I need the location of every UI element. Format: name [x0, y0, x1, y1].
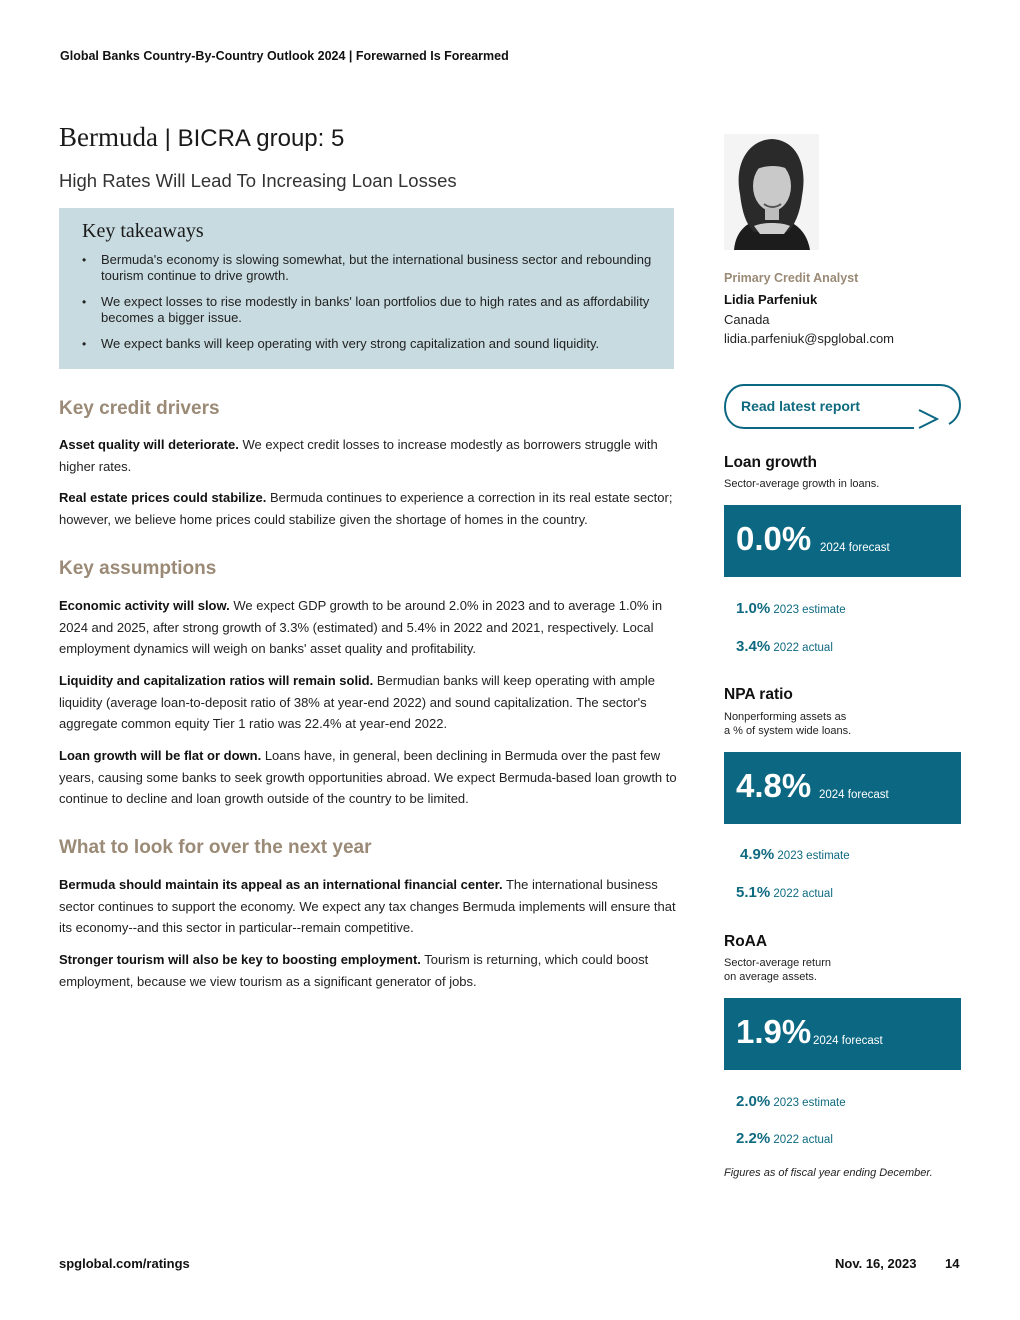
forecast-label: 2024 forecast [820, 542, 890, 554]
figures-footnote: Figures as of fiscal year ending December. [724, 1167, 933, 1179]
next-year-paragraph [59, 949, 679, 992]
paragraph-text: Tourism is returning, which could boost employment, because we view tourism as a significant generator of jobs. [59, 952, 649, 989]
analyst-role: Primary Credit Analyst [724, 271, 859, 285]
estimate-label: 2023 estimate [777, 850, 850, 862]
analyst-email-link[interactable]: lidia.parfeniuk@spglobal.com [724, 331, 895, 346]
estimate-value: 2.0% [736, 1093, 771, 1110]
loan-growth-actual [736, 638, 833, 655]
forecast-value: 4.8% [736, 767, 812, 804]
estimate-label: 2023 estimate [773, 1097, 846, 1109]
description-line: on average assets. [724, 970, 817, 983]
paragraph-lead: Real estate prices could stabilize. [59, 490, 267, 505]
key-takeaways-heading: Key takeaways [82, 220, 204, 242]
npa-ratio-forecast-box [724, 752, 961, 824]
paragraph-text: Loans have, in general, been declining in Bermuda over the past few years, causing some banks to seek growth opportunities abroad. We expect Bermuda-based loan growth to continue to decline and loan growth outside of the country to be limited. [59, 748, 677, 806]
estimate-label: 2023 estimate [773, 604, 846, 616]
analyst-photo [724, 134, 819, 250]
paragraph-lead: Loan growth will be flat or down. [59, 748, 262, 763]
forecast-label: 2024 forecast [813, 1035, 883, 1047]
footer-site-link[interactable]: spglobal.com/ratings [59, 1256, 190, 1271]
analyst-name: Lidia Parfeniuk [724, 292, 818, 307]
footer-date: Nov. 16, 2023 [835, 1256, 917, 1271]
npa-ratio-description [724, 711, 851, 738]
roaa-actual [736, 1130, 833, 1147]
title-separator: | [157, 125, 178, 152]
page-subtitle: High Rates Will Lead To Increasing Loan Losses [59, 170, 457, 191]
credit-driver-paragraph [59, 434, 679, 477]
read-latest-report-button[interactable] [724, 384, 962, 430]
npa-ratio-estimate [740, 846, 850, 863]
estimate-value: 4.9% [740, 846, 775, 863]
forecast-value: 0.0% [736, 520, 812, 557]
takeaway-item: • We expect banks will keep operating with very strong capitalization and sound liquidity. [82, 336, 654, 352]
paragraph-text: We expect credit losses to increase modestly as borrowers struggle with higher rates. [59, 437, 658, 474]
page-title [59, 122, 344, 153]
forecast-label: 2024 forecast [819, 789, 889, 801]
description-line: Sector-average return [724, 957, 831, 969]
key-takeaways-box [59, 208, 674, 369]
credit-drivers-heading: Key credit drivers [59, 398, 220, 419]
assumptions-heading: Key assumptions [59, 558, 217, 579]
forecast-value: 1.9% [736, 1013, 812, 1050]
loan-growth-description: Sector-average growth in loans. [724, 478, 880, 490]
loan-growth-forecast-box [724, 505, 961, 577]
actual-label: 2022 actual [773, 888, 833, 900]
report-button-label: Read latest report [741, 398, 861, 414]
analyst-country: Canada [724, 312, 770, 327]
key-takeaways-list [82, 252, 654, 352]
page-number: 14 [945, 1256, 960, 1271]
paragraph-lead: Stronger tourism will also be key to boosting employment. [59, 952, 421, 967]
takeaway-item: • We expect losses to rise modestly in banks' loan portfolios due to high rates and as affordability becomes a bigger issue. [82, 294, 654, 326]
roaa-forecast-box [724, 998, 961, 1070]
assumption-paragraph [59, 745, 679, 810]
next-year-paragraph [59, 874, 679, 939]
paragraph-lead: Asset quality will deteriorate. [59, 437, 239, 452]
paragraph-text: We expect GDP growth to be around 2.0% in 2023 and to average 1.0% in 2024 and 2025, after strong growth of 3.3% (estimated) and 5.4% in 2022 and 2021, respectively. Local employment dynamics will weigh on banks' asset quality and profitability. [59, 598, 663, 656]
paragraph-text: The international business sector continues to support the economy. We expect any tax changes Bermuda implements will ensure that its economy--and this sector in particular--remain competitive. [59, 877, 676, 935]
loan-growth-estimate [736, 600, 846, 617]
estimate-value: 1.0% [736, 600, 771, 617]
title-country: Bermuda [59, 122, 158, 152]
actual-label: 2022 actual [773, 642, 833, 654]
paragraph-lead: Economic activity will slow. [59, 598, 230, 613]
actual-value: 2.2% [736, 1130, 771, 1147]
actual-label: 2022 actual [773, 1134, 833, 1146]
roaa-estimate [736, 1093, 846, 1110]
roaa-title: RoAA [724, 933, 768, 950]
assumption-paragraph [59, 670, 679, 735]
actual-value: 3.4% [736, 638, 771, 655]
running-header: Global Banks Country-By-Country Outlook 2024 | Forewarned Is Forearmed [60, 49, 509, 63]
paragraph-text: Bermudian banks will keep operating with ample liquidity (average loan-to-deposit ratio of 38% at year-end 2022) and sound capitalization. The sector's aggregate common equity Tier 1 ratio was 22.4% at year-end 2022. [59, 673, 656, 731]
loan-growth-title: Loan growth [724, 454, 817, 471]
npa-ratio-actual [736, 884, 833, 901]
paragraph-lead: Liquidity and capitalization ratios will remain solid. [59, 673, 374, 688]
description-line: a % of system wide loans. [724, 724, 852, 737]
credit-driver-paragraph [59, 487, 679, 530]
analyst-portrait-image [724, 134, 819, 250]
title-bicra-group: BICRA group: 5 [177, 125, 345, 152]
next-year-heading: What to look for over the next year [59, 837, 372, 858]
takeaway-item: • Bermuda's economy is slowing somewhat, but the international business sector and rebounding tourism continue to drive growth. [82, 252, 654, 284]
description-line: Nonperforming assets as [724, 711, 847, 723]
assumption-paragraph [59, 595, 679, 660]
paragraph-lead: Bermuda should maintain its appeal as an international financial center. [59, 877, 503, 892]
roaa-description [724, 957, 831, 984]
actual-value: 5.1% [736, 884, 771, 901]
paragraph-text: Bermuda continues to experience a correction in its real estate sector; however, we believe home prices could stabilize given the shortage of homes in the country. [59, 490, 673, 527]
npa-ratio-title: NPA ratio [724, 686, 793, 703]
